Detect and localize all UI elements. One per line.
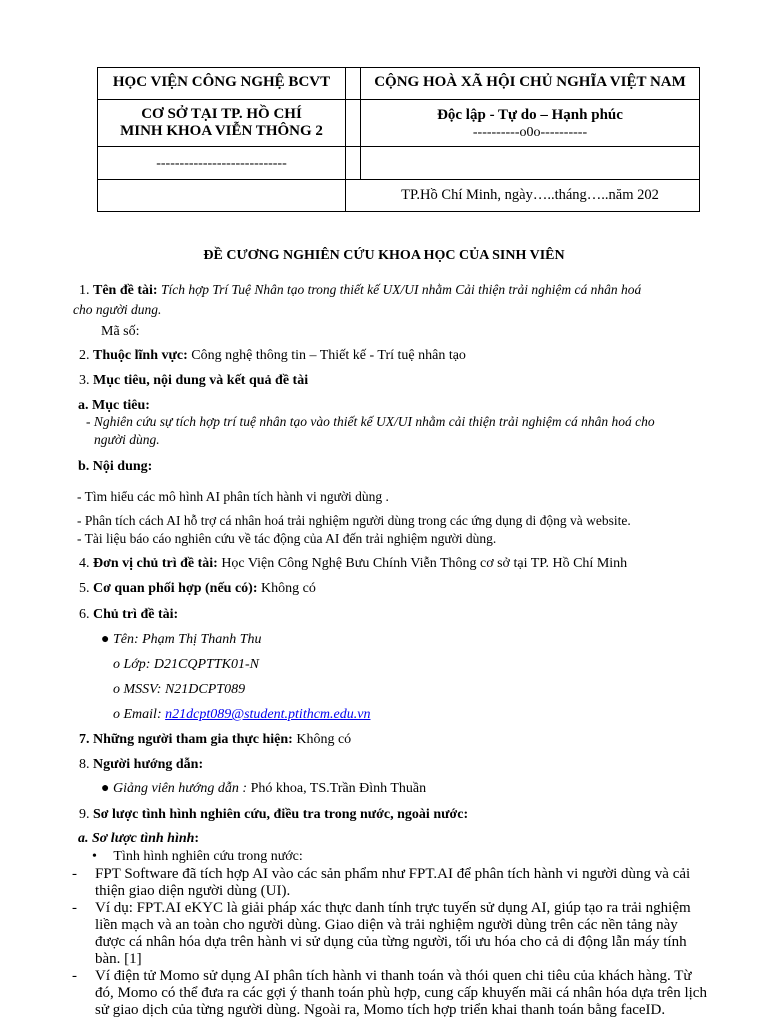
overview-label-text: a. Sơ lược tình hình [78, 831, 195, 846]
section-label: Đơn vị chủ trì đề tài: [93, 556, 218, 571]
list-item-line: được cá nhân hóa dựa trên hành vi sử dụng của từng người, tối ưu hóa cho cả di động lẫn máy tính [95, 934, 687, 950]
section-label: Mục tiêu, nội dung và kết quả đề tài [93, 373, 309, 388]
leader-name-line [101, 632, 262, 648]
email-line [113, 707, 370, 723]
content-item: - Phân tích cách AI hỗ trợ cá nhân hoá trải nghiệm người dùng trong các ứng dụng di động và website. [77, 513, 631, 528]
content-label: b. Nội dung: [78, 459, 153, 474]
document-title: ĐỀ CƯƠNG NGHIÊN CỨU KHOA HỌC CỦA SINH VIÊN [203, 248, 565, 263]
class-line: o Lớp: D21CQPTTK01-N [113, 657, 259, 672]
list-item-line: bàn. [1] [95, 951, 142, 967]
content-item: - Tìm hiểu các mô hình AI phân tích hành vi người dùng . [77, 489, 389, 504]
domestic-heading-text: Tình hình nghiên cứu trong nước: [113, 849, 303, 864]
section-3-line [79, 373, 308, 389]
bullet-icon: • [92, 849, 97, 864]
topic-title-line-1: Tích hợp Trí Tuệ Nhân tạo trong thiết kế UX/UI nhằm Cải thiện trải nghiệm cá nhân hoá [157, 282, 642, 297]
list-item [95, 968, 707, 1019]
domestic-heading [92, 849, 303, 865]
motto-rule: ----------o0o---------- [472, 125, 588, 140]
list-item [95, 900, 691, 968]
list-item-line: FPT Software đã tích hợp AI vào các sản phẩm như FPT.AI để phân tích hành vi người dùng và cải [95, 866, 691, 882]
national-title: CỘNG HOÀ XÃ HỘI CHỦ NGHĨA VIỆT NAM [374, 74, 686, 90]
section-4-line [79, 556, 627, 572]
field-value: Không có [257, 581, 316, 596]
section-label: Những người tham gia thực hiện: [93, 732, 293, 747]
header-divider [98, 99, 699, 100]
email-link[interactable]: n21dcpt089@student.ptithcm.edu.vn [165, 707, 371, 722]
section-2-line [79, 348, 466, 364]
section-label: Cơ quan phối hợp (nếu có): [93, 581, 258, 596]
objective-line-2: người dùng. [94, 432, 160, 447]
list-item-line: Ví điện tử Momo sử dụng AI phân tích hành vi thanh toán và thói quen chi tiêu của khách hàng. Từ [95, 968, 692, 984]
section-number: 7. [79, 732, 90, 747]
section-label: Chủ trì đề tài: [93, 607, 179, 622]
objective-line-1: - Nghiên cứu sự tích hợp trí tuệ nhân tạo vào thiết kế UX/UI nhằm cải thiện trải nghiệm cá nhân hoá cho [86, 414, 655, 429]
section-number: 2. [79, 348, 90, 363]
bullet-icon: ● [101, 632, 110, 647]
list-item-line: sử giao dịch của từng người dùng. Ngoài ra, Momo tích hợp triển khai thanh toán bằng faceID. [95, 1002, 666, 1018]
email-label: o Email: [113, 707, 166, 722]
section-number: 6. [79, 607, 90, 622]
list-item [95, 866, 690, 900]
overview-colon: : [194, 831, 200, 846]
date-line: TP.Hồ Chí Minh, ngày…..tháng…..năm 202 [401, 187, 659, 203]
advisor-line [101, 781, 426, 797]
header-divider [98, 179, 699, 180]
header-divider [345, 68, 346, 211]
advisor-value: Phó khoa, TS.Trần Đình Thuần [250, 781, 427, 796]
list-item-line: đó, Momo có thể đưa ra các gợi ý thanh toán phù hợp, cung cấp khuyến mãi cá nhân hóa dựa trên lịch [95, 985, 707, 1001]
section-1-line [79, 282, 641, 299]
section-number: 8. [79, 757, 90, 772]
left-rule: ---------------------------- [156, 156, 287, 171]
list-dash: - [72, 900, 77, 916]
campus-line-1: CƠ SỞ TẠI TP. HỒ CHÍ [141, 106, 302, 122]
content-item: - Tài liệu báo cáo nghiên cứu về tác động của AI đến trải nghiệm người dùng. [77, 531, 497, 546]
section-7-line [79, 732, 351, 748]
objective-label: a. Mục tiêu: [78, 398, 150, 413]
section-label: Thuộc lĩnh vực: [93, 348, 188, 363]
list-dash: - [72, 968, 77, 984]
field-value: Học Viện Công Nghệ Bưu Chính Viễn Thông cơ sở tại TP. Hồ Chí Minh [217, 556, 628, 571]
field-value: Không có [292, 732, 352, 747]
student-id-line: o MSSV: N21DCPT089 [113, 682, 246, 697]
section-label: Sơ lược tình hình nghiên cứu, điều tra trong nước, ngoài nước: [93, 807, 469, 822]
header-table [97, 67, 700, 212]
section-8-line [79, 757, 203, 773]
name-label: Tên [112, 632, 134, 647]
section-9-line [79, 807, 468, 823]
section-number: 9. [79, 807, 90, 822]
bullet-icon: ● [101, 781, 110, 796]
section-number: 3. [79, 373, 90, 388]
section-number: 5. [79, 581, 90, 596]
section-label: Người hướng dẫn: [93, 757, 204, 772]
section-label: Tên đề tài: [93, 283, 158, 298]
code-label: Mã số: [101, 324, 140, 339]
list-item-line: thiện giao diện người dùng (UI). [95, 883, 291, 899]
section-5-line [79, 581, 316, 597]
section-number: 4. [79, 556, 90, 571]
overview-label [78, 831, 199, 847]
name-value: : Phạm Thị Thanh Thu [133, 632, 262, 647]
list-dash: - [72, 866, 77, 882]
advisor-label: Giảng viên hướng dẫn : [112, 781, 251, 796]
section-number: 1. [79, 283, 90, 298]
list-item-line: Ví dụ: FPT.AI eKYC là giải pháp xác thực danh tính trực tuyến sử dụng AI, giúp tạo ra trải nghiệm [95, 900, 691, 916]
institute-name: HỌC VIỆN CÔNG NGHỆ BCVT [112, 74, 331, 90]
section-6-line [79, 607, 178, 623]
header-divider [98, 146, 699, 147]
motto: Độc lập - Tự do – Hạnh phúc [437, 107, 623, 123]
campus-line-2: MINH KHOA VIỄN THÔNG 2 [120, 123, 323, 139]
field-value: Công nghệ thông tin – Thiết kế - Trí tuệ nhân tạo [187, 348, 466, 363]
topic-title-line-2: cho người dung. [73, 302, 162, 317]
list-item-line: liền mạch và an toàn cho người dùng. Giao diện và trải nghiệm người dùng trên các nền tảng này [95, 917, 678, 933]
